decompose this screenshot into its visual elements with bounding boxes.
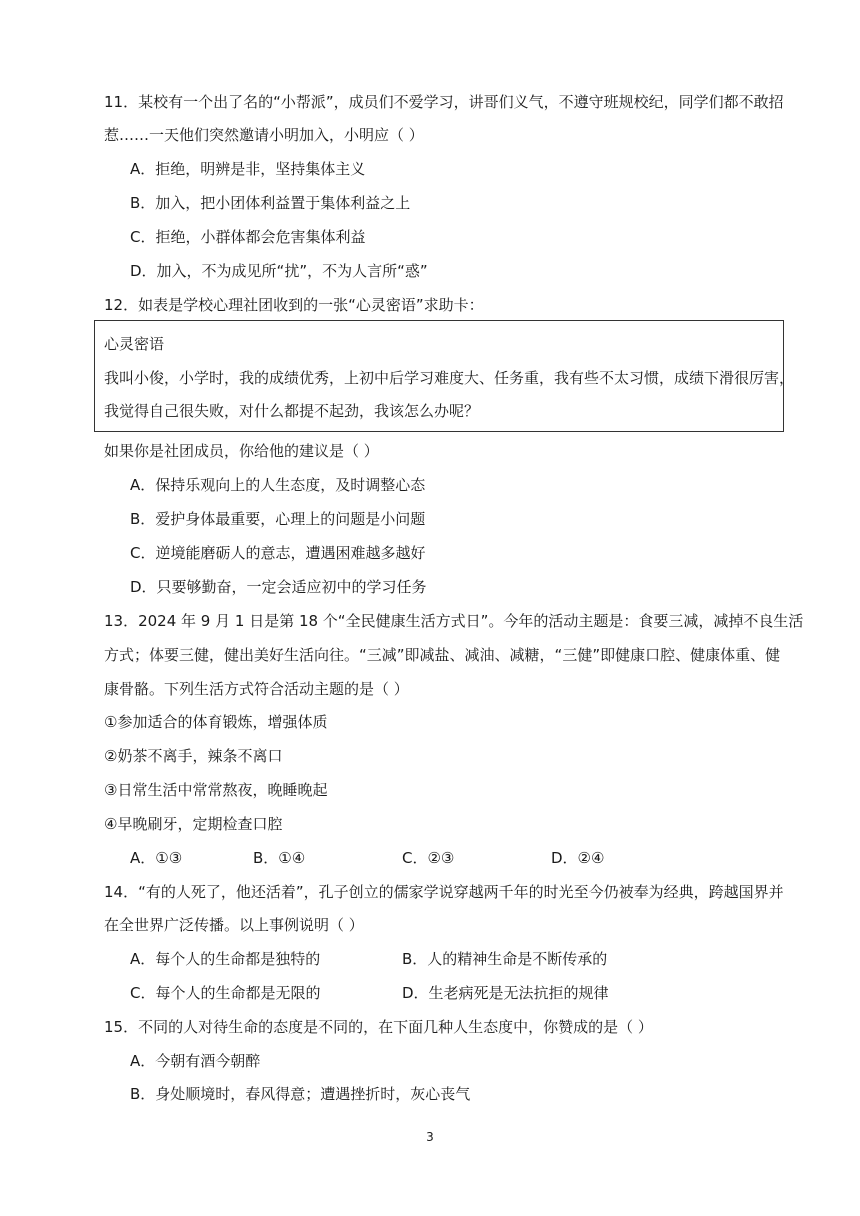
option-c: C．每个人的生命都是无限的 xyxy=(130,984,321,1002)
help-card-text: 我叫小俊，小学时，我的成绩优秀，上初中后学习难度大、任务重，我有些不太习惯，成绩下滑很厉害， xyxy=(104,369,795,387)
question-stem: 在全世界广泛传播。以上事例说明（ ） xyxy=(104,916,364,934)
statement-item: ④早晚刷牙，定期检查口腔 xyxy=(104,815,283,833)
option-d: D．生老病死是无法抗拒的规律 xyxy=(402,984,609,1002)
option-c: C．拒绝，小群体都会危害集体利益 xyxy=(130,228,366,246)
help-card-title: 心灵密语 xyxy=(104,335,165,353)
option-b: B．爱护身体最重要，心理上的问题是小问题 xyxy=(130,510,426,528)
option-a: A．每个人的生命都是独特的 xyxy=(130,950,321,968)
question-stem: 惹……一天他们突然邀请小明加入，小明应（ ） xyxy=(104,126,424,144)
question-stem: 康骨骼。下列生活方式符合活动主题的是（ ） xyxy=(104,680,409,698)
question-stem: 13．2024 年 9 月 1 日是第 18 个“全民健康生活方式日”。今年的活动主题是：食要三减，减掉不良生活 xyxy=(104,612,804,630)
statement-item: ①参加适合的体育锻炼，增强体质 xyxy=(104,713,328,731)
help-card-text: 我觉得自己很失败，对什么都提不起劲，我该怎么办呢？ xyxy=(104,402,480,420)
page-number: 3 xyxy=(426,1130,434,1144)
option-b: B．①④ xyxy=(253,849,306,867)
option-d: D．加入，不为成见所“扰”，不为人言所“惑” xyxy=(130,262,428,280)
question-stem: 12．如表是学校心理社团收到的一张“心灵密语”求助卡： xyxy=(104,296,484,314)
option-b: B．人的精神生命是不断传承的 xyxy=(402,950,608,968)
option-a: A．保持乐观向上的人生态度，及时调整心态 xyxy=(130,476,426,494)
question-stem: 15．不同的人对待生命的态度是不同的，在下面几种人生态度中，你赞成的是（ ） xyxy=(104,1018,653,1036)
question-stem: 11．某校有一个出了名的“小帮派”，成员们不爱学习，讲哥们义气，不遵守班规校纪，同学们都不敢招 xyxy=(104,93,784,111)
option-c: C．②③ xyxy=(402,849,455,867)
option-a: A．今朝有酒今朝醉 xyxy=(130,1052,261,1070)
question-stem: 方式；体要三健，健出美好生活向往。“三减”即减盐、减油、减糖，“三健”即健康口腔、健康体重、健 xyxy=(104,646,781,664)
question-stem: 14．“有的人死了，他还活着”，孔子创立的儒家学说穿越两千年的时光至今仍被奉为经典，跨越国界并 xyxy=(104,883,784,901)
option-b: B．身处顺境时，春风得意；遭遇挫折时，灰心丧气 xyxy=(130,1085,471,1103)
option-d: D．只要够勤奋，一定会适应初中的学习任务 xyxy=(130,578,427,596)
question-prompt: 如果你是社团成员，你给他的建议是（ ） xyxy=(104,442,379,460)
option-a: A．①③ xyxy=(130,849,183,867)
option-c: C．逆境能磨砺人的意志，遭遇困难越多越好 xyxy=(130,544,426,562)
option-a: A．拒绝，明辨是非，坚持集体主义 xyxy=(130,160,366,178)
option-b: B．加入，把小团体利益置于集体利益之上 xyxy=(130,194,411,212)
statement-item: ②奶茶不离手，辣条不离口 xyxy=(104,747,283,765)
statement-item: ③日常生活中常常熬夜，晚睡晚起 xyxy=(104,781,328,799)
option-d: D．②④ xyxy=(551,849,605,867)
